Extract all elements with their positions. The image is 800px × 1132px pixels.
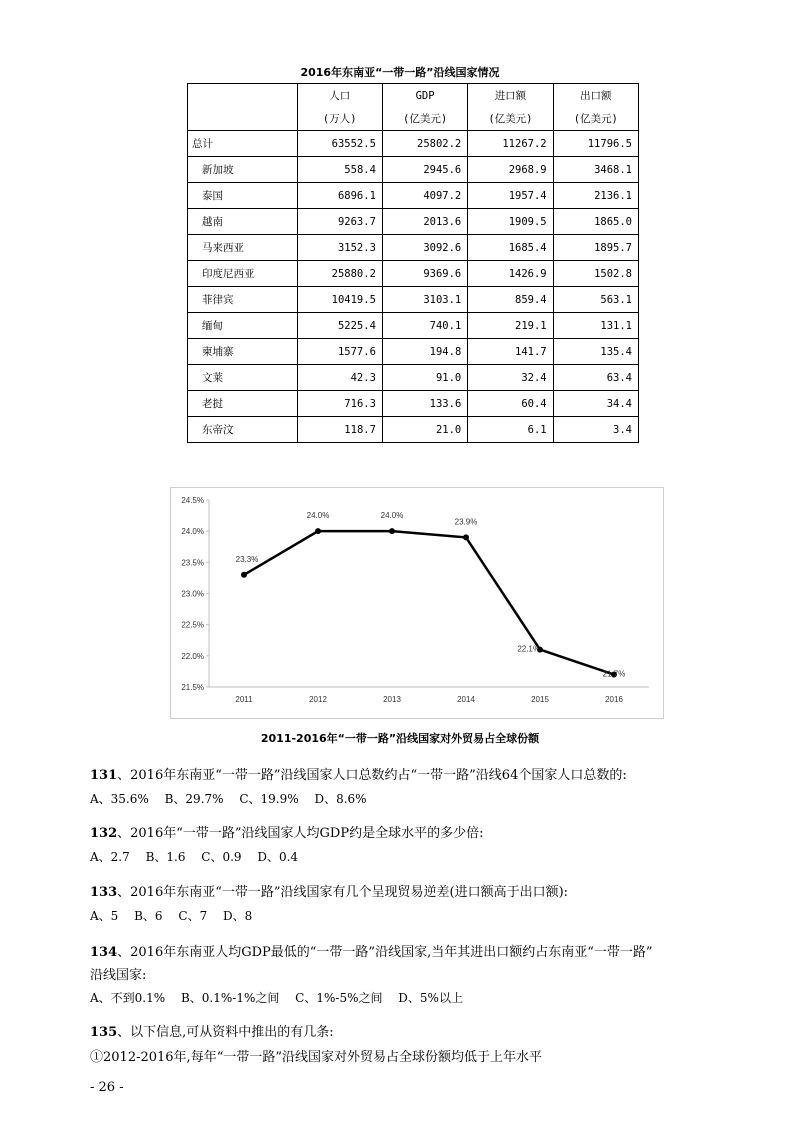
question-text: 、2016年东南亚“一带一路”沿线国家人口总数约占“一带一路”沿线64个国家人口总数的:	[117, 768, 627, 783]
value-cell: 9369.6	[382, 261, 467, 287]
value-cell: 11267.2	[468, 131, 553, 157]
data-label: 23.9%	[454, 517, 478, 527]
value-cell: 3.4	[553, 417, 638, 443]
value-cell: 5225.4	[297, 313, 382, 339]
table-row	[188, 339, 639, 365]
value-cell: 91.0	[382, 365, 467, 391]
data-point	[315, 528, 321, 534]
y-tick-label: 23.0%	[181, 589, 204, 599]
value-cell: 34.4	[553, 391, 638, 417]
value-cell: 2945.6	[382, 157, 467, 183]
value-cell: 3152.3	[297, 235, 382, 261]
value-cell: 2013.6	[382, 209, 467, 235]
question-132	[90, 822, 483, 841]
value-cell: 1957.4	[468, 183, 553, 209]
value-cell: 25802.2	[382, 131, 467, 157]
data-series-line	[244, 531, 614, 674]
value-cell: 1502.8	[553, 261, 638, 287]
question-number: 131	[90, 768, 118, 783]
row-label-cell: 东帝汶	[188, 417, 298, 443]
line-chart-frame	[170, 487, 664, 719]
row-label-cell: 新加坡	[188, 157, 298, 183]
data-point	[241, 572, 247, 578]
row-label-cell: 柬埔寨	[188, 339, 298, 365]
column-header	[188, 84, 298, 108]
question-text: 、2016年“一带一路”沿线国家人均GDP约是全球水平的多少倍:	[117, 826, 484, 841]
x-tick-label: 2016	[605, 695, 623, 704]
page-number: - 26 -	[90, 1080, 124, 1095]
row-label-cell: 文莱	[188, 365, 298, 391]
x-tick-label: 2012	[309, 695, 327, 704]
question-135-statement-1: ①2012-2016年,每年“一带一路”沿线国家对外贸易占全球份额均低于上年水平	[90, 1050, 542, 1065]
y-tick-label: 23.5%	[181, 558, 204, 568]
value-cell: 32.4	[468, 365, 553, 391]
value-cell: 2968.9	[468, 157, 553, 183]
value-cell: 1895.7	[553, 235, 638, 261]
trade-share-line-chart	[171, 488, 663, 718]
value-cell: 1909.5	[468, 209, 553, 235]
x-tick-label: 2015	[531, 695, 549, 704]
value-cell: 135.4	[553, 339, 638, 365]
column-header-unit: (亿美元)	[468, 107, 553, 131]
value-cell: 63.4	[553, 365, 638, 391]
data-point	[389, 528, 395, 534]
question-text: 、以下信息,可从资料中推出的有几条:	[117, 1025, 334, 1040]
value-cell: 63552.5	[297, 131, 382, 157]
value-cell: 3103.1	[382, 287, 467, 313]
table-title: 2016年东南亚“一带一路”沿线国家情况	[300, 66, 500, 79]
value-cell: 60.4	[468, 391, 553, 417]
value-cell: 1426.9	[468, 261, 553, 287]
row-label-cell: 缅甸	[188, 313, 298, 339]
value-cell: 3468.1	[553, 157, 638, 183]
y-tick-label: 22.5%	[181, 620, 204, 630]
column-header: 人口	[297, 84, 382, 108]
table-row	[188, 391, 639, 417]
value-cell: 1865.0	[553, 209, 638, 235]
table-row	[188, 235, 639, 261]
question-number: 134	[90, 945, 118, 960]
data-label: 23.3%	[235, 554, 259, 564]
value-cell: 194.8	[382, 339, 467, 365]
value-cell: 42.3	[297, 365, 382, 391]
value-cell: 10419.5	[297, 287, 382, 313]
column-header: 出口额	[553, 84, 638, 108]
value-cell: 21.0	[382, 417, 467, 443]
table-row	[188, 209, 639, 235]
table-row	[188, 131, 639, 157]
y-tick-label: 22.0%	[181, 651, 204, 661]
value-cell: 6.1	[468, 417, 553, 443]
y-tick-label: 21.5%	[181, 683, 204, 692]
value-cell: 716.3	[297, 391, 382, 417]
question-number: 135	[90, 1025, 118, 1040]
row-label-cell: 马来西亚	[188, 235, 298, 261]
question-number: 133	[90, 885, 118, 900]
country-data-table	[187, 83, 639, 443]
value-cell: 859.4	[468, 287, 553, 313]
value-cell: 740.1	[382, 313, 467, 339]
data-point	[463, 534, 469, 540]
row-label-cell: 总计	[188, 131, 298, 157]
row-label-cell: 越南	[188, 209, 298, 235]
value-cell: 563.1	[553, 287, 638, 313]
value-cell: 6896.1	[297, 183, 382, 209]
question-132-options: A、2.7 B、1.6 C、0.9 D、0.4	[90, 850, 299, 864]
value-cell: 11796.5	[553, 131, 638, 157]
x-tick-label: 2013	[383, 695, 401, 704]
value-cell: 3092.6	[382, 235, 467, 261]
row-label-cell: 印度尼西亚	[188, 261, 298, 287]
value-cell: 1577.6	[297, 339, 382, 365]
question-text: 、2016年东南亚“一带一路”沿线国家有几个呈现贸易逆差(进口额高于出口额):	[117, 885, 569, 900]
table-row	[188, 183, 639, 209]
question-131-options: A、35.6% B、29.7% C、19.9% D、8.6%	[90, 792, 367, 806]
data-label: 21.7%	[602, 669, 626, 679]
value-cell: 1685.4	[468, 235, 553, 261]
table-row	[188, 417, 639, 443]
value-cell: 133.6	[382, 391, 467, 417]
data-label: 24.0%	[306, 511, 330, 521]
question-131	[90, 764, 627, 783]
chart-caption: 2011-2016年“一带一路”沿线国家对外贸易占全球份额	[260, 732, 540, 745]
question-135	[90, 1021, 334, 1040]
value-cell: 4097.2	[382, 183, 467, 209]
value-cell: 25880.2	[297, 261, 382, 287]
column-header-unit	[188, 107, 298, 131]
table-row	[188, 287, 639, 313]
data-label: 24.0%	[380, 511, 404, 521]
row-label-cell: 老挝	[188, 391, 298, 417]
table-row	[188, 157, 639, 183]
column-header: GDP	[382, 84, 467, 108]
question-134	[90, 941, 653, 960]
value-cell: 9263.7	[297, 209, 382, 235]
table-row	[188, 365, 639, 391]
question-134-continuation: 沿线国家:	[90, 968, 147, 983]
x-tick-label: 2014	[457, 695, 475, 704]
question-134-options: A、不到0.1% B、0.1%-1%之间 C、1%-5%之间 D、5%以上	[90, 991, 463, 1005]
question-133	[90, 881, 568, 900]
y-tick-label: 24.5%	[181, 496, 204, 505]
row-label-cell: 泰国	[188, 183, 298, 209]
question-133-options: A、5 B、6 C、7 D、8	[90, 909, 253, 923]
column-header-unit: (亿美元)	[553, 107, 638, 131]
data-label: 22.1%	[517, 644, 540, 654]
question-number: 132	[90, 826, 118, 841]
value-cell: 141.7	[468, 339, 553, 365]
value-cell: 2136.1	[553, 183, 638, 209]
table-row	[188, 261, 639, 287]
column-header-unit: (亿美元)	[382, 107, 467, 131]
question-text: 、2016年东南亚人均GDP最低的“一带一路”沿线国家,当年其进出口额约占东南亚“一带一路”	[117, 945, 653, 960]
column-header-unit: (万人)	[297, 107, 382, 131]
row-label-cell: 菲律宾	[188, 287, 298, 313]
y-tick-label: 24.0%	[181, 527, 204, 537]
value-cell: 118.7	[297, 417, 382, 443]
table-row	[188, 313, 639, 339]
value-cell: 219.1	[468, 313, 553, 339]
value-cell: 558.4	[297, 157, 382, 183]
x-tick-label: 2011	[235, 695, 253, 704]
value-cell: 131.1	[553, 313, 638, 339]
column-header: 进口额	[468, 84, 553, 108]
